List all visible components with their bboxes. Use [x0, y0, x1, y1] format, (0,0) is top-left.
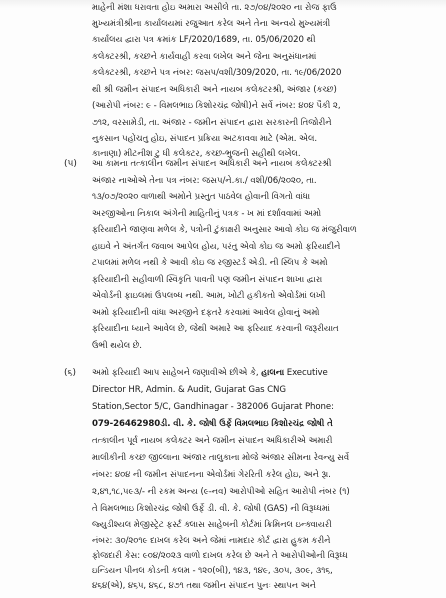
text-line: ફરિયાદીના ધ્યાને આવેલ છે, જેથી અમારે આ ફરિયાદ કરવાની જરૂરીયાત — [92, 324, 339, 334]
text-line: ૧૩/૦૭/૨૦૨૦ વાળાથી અમોને પ્રસ્તુત પાઠવેલ હોવાની વિગતો વાંધા — [92, 192, 311, 202]
text-line: હાઇવે ને અંતર્ગત જવાબ આપેલ હોય, પરંતુ એવો કોઇ જ અમો ફરિયાદીને — [92, 242, 341, 252]
text-line: ૭૧૨, વરસામેડી, તા. અંજાર - જમીન સંપાદન દ્વારા સરકારની તિજોરીને — [92, 118, 332, 128]
text-line: એવોર્ડની ફાઇલમાં ઉપલબ્ધ નથી. આમ, ખોટી હકીકતો એવોર્ડમાં લખી — [92, 291, 326, 301]
text-line: કાર્યાલય દ્વારા પત્ર ક્રમાંક LF/2020/1689, તા. 05/06/2020 થી — [92, 35, 316, 45]
text-line — [92, 367, 328, 380]
text-line: Director HR, Admin. & Audit, Gujarat Gas CNG — [92, 385, 286, 395]
text-line: કાનાણા) મીટનીશ ટુ ધી કલેક્ટર, કચ્છ-ભુજની સહીથી લખેલ. — [92, 149, 301, 159]
text-line: મુખ્યમંત્રીશ્રીના કાર્યાલયમાં રજુઆત કરેલ અને તેના અન્વયે મુખ્યમંત્રી — [92, 19, 331, 29]
text-run: અમો ફરિયાદી આપ સાહેબને જણાવીએ છીએ કે, — [92, 368, 262, 378]
text-line: Station,Sector 5/C, Gandhinagar - 382006 Gujarat Phone: — [92, 402, 334, 412]
text-line: ફરિયાદીની સહીવાળી સ્વિકૃતિ પાવતી પણ જમીન સંપાદન શાખા દ્વારા — [92, 275, 323, 285]
text-line: તે વિમલભાઇ કિશોરચંદ્ર જોષી ઉર્ફે ડી. વી. કે. જોષી (GAS) ની વિરૂધ્ધમાં — [92, 504, 330, 514]
text-line: તત્કાલીન પૂર્વ નાયબ કલેક્ટર અને જમીન સંપાદન અધિકારીએ અમારી — [92, 436, 333, 446]
text-line: કલેક્ટરશ્રી, કચ્છને પત્ર નંબર: જસપ/વશી/309/2020, તા. ૧૯/06/2020 — [92, 68, 342, 78]
paragraph-number: (૫) — [64, 159, 77, 169]
text-line: ૪૬૪(એ), ૪૬૫, ૪૬૮, ૪૭૧ તથા જમીન સંપાદન પુનઃ સ્થાપન અને — [92, 581, 316, 591]
text-line: ફરિયાદીને જાણવા મળેલ કે, પત્રોની ટુંકાક્ષરી અનુસાર આવો કોઇ જ મંજુરીવાળ — [92, 225, 357, 235]
text-line: કલેક્ટરશ્રી, કચ્છને કાર્યવાહી કરવા લખેલ અને જેના અનુસંધાનમાં — [92, 52, 317, 62]
text-line: ઉભી થયેલ છે. — [92, 341, 142, 351]
text-line: ૨,૪૧,૧૮,૫૯૩/- ની રકમ અન્ય (૯-નવ) આરોપીઓ સહિત આરોપી નંબર (૧) — [92, 487, 350, 497]
text-line: માહેની મંશા ધરાવતા હોઇ અમારા અસીલે તા. ૨૭/૦૪/૨૦૨૦ ના રોજ ફાઉ — [92, 3, 337, 13]
text-line: ટપાલમાં મળેલ નથી કે આવી કોઇ જ રજીસ્ટર્ડ એડી. ની સ્લિપ કે અમો — [92, 258, 328, 268]
text-line: આ કામના તત્કાલીન જમીન સંપાદન અધિકારી અને નાયબ કલેક્ટરશ્રી — [92, 159, 332, 169]
text-line: જ્યુડીશ્યલ મેજીસ્ટ્રેટ ફર્સ્ટ ક્લાસ સાહેબની કોર્ટમાં ક્રિમિનલ ઇન્ક્વાયરી — [92, 520, 332, 530]
text-line: અંજાર નાઓએ તેના પત્ર નંબર: જસપ/ને.કા./ વશી/06/૨૦૨૦, તા. — [92, 176, 317, 186]
bold-text: હાલના — [261, 368, 285, 378]
text-run: Executive — [284, 368, 328, 378]
text-line: નંબર: ૩૦/૨૦૧૯ દાખલ કરેલ અને જેમાં નામદાર કોર્ટ દ્વારા હુકમ કરીને — [92, 536, 331, 546]
paragraph-number: (૬) — [64, 368, 77, 378]
text-line: (આરોપી નંબર: ૯ - વિમલભાઇ કિશોરચંદ્ર જોષી)ને સર્વે નંબર: ૪૦૪ પૈકી ૨, — [92, 101, 341, 111]
text-line: અમો ફરિયાદીની વાંધા અરજીને દફતરે કરવામાં આવેલ હોવાનું અમો — [92, 308, 320, 318]
text-line: અરજીઓના નિકાલ અંગેની માહિતીનું પત્રક - ખ માં દર્શાવવામાં અમો — [92, 209, 322, 219]
text-line: થી શ્રી જમીન સંપાદન અધિકારી અને નાયબ કલેક્ટરશ્રી, અંજાર (કચ્છ) — [92, 85, 337, 95]
text-line: માલીકીની કચ્છ જીલ્લાના અંજાર તાલુકાના મોજે અંજાર સીમના રેવન્યુ સર્વે — [92, 453, 350, 463]
text-line: ઇન્ડિયન પીનલ કોડની કલમ - ૧૨૦(બી), ૧૪૩, ૧૪૯, ૩૦૫, ૩૦૯, ૩૧૬, — [92, 566, 333, 576]
text-line: ફોજદારી કેસ: ૯૦૪/૨૦૨૩ વાળો દાખલ કરેલ છે અને તે આરોપીઓની વિરૂધ્ધ — [92, 551, 348, 561]
text-line: 079-26462980ડી. વી. કે. જોષી ઉર્ફે વિમલભાઇ કિશોરચંદ્ર જોષી તે — [92, 419, 333, 429]
text-line: નંબર: ૪૦૪ ની જમીન સંપાદનના એવોર્ડમાં ગેરરિતી કરેલ હોઇ, અને રૂા. — [92, 470, 331, 480]
text-line: નુકસાન પહોંચતુ હોઇ, સંપાદન પ્રક્રિયા અટકાવવા માટે (એમ. એલ. — [92, 134, 318, 144]
